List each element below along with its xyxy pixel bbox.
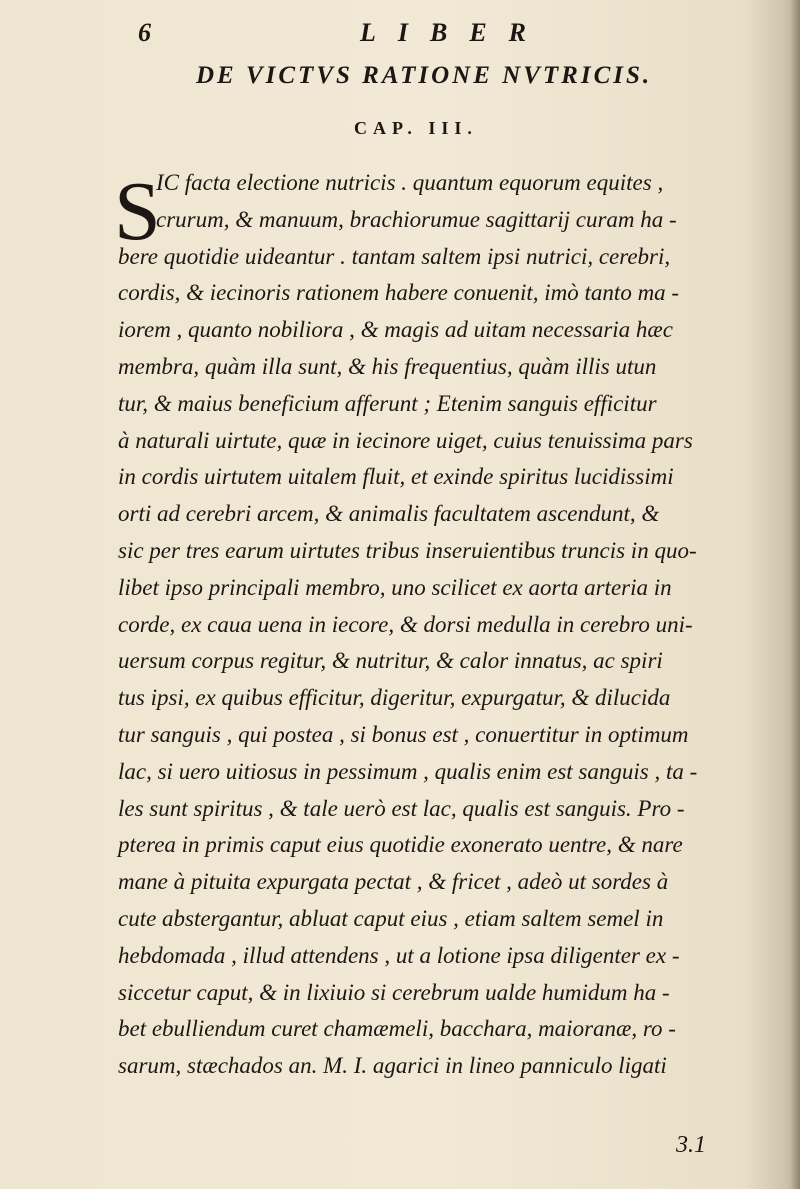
text-line: libet ipso principali membro, uno scilicet ex aorta arteria in bbox=[118, 574, 672, 600]
text-line: iorem , quanto nobiliora , & magis ad uitam necessaria hæc bbox=[118, 317, 673, 343]
text-line: cute abstergantur, abluat caput eius , etiam saltem semel in bbox=[118, 905, 664, 931]
text-line: les sunt spiritus , & tale uerò est lac, qualis est sanguis. Pro - bbox=[118, 795, 685, 821]
text-line: bet ebulliendum curet chamæmeli, bacchara, maioranæ, ro - bbox=[118, 1016, 676, 1042]
text-line: bere quotidie uideantur . tantam saltem ipsi nutrici, cerebri, bbox=[118, 243, 671, 269]
drop-cap: S bbox=[114, 165, 161, 258]
text-line: hebdomada , illud attendens , ut a lotione ipsa diligenter ex - bbox=[118, 942, 680, 968]
text-line: in cordis uirtutem uitalem fluit, et exinde spiritus lucidissimi bbox=[118, 464, 674, 490]
text-line: sic per tres earum uirtutes tribus inseruientibus truncis in quo- bbox=[118, 537, 697, 563]
text-line: uersum corpus regitur, & nutritur, & calor innatus, ac spiri bbox=[118, 648, 663, 674]
catchword: 3.1 bbox=[676, 1132, 706, 1158]
page-number: 6 bbox=[138, 18, 151, 47]
text-line: mane à pituita expurgata pectat , & fricet , adeò ut sordes à bbox=[118, 869, 669, 895]
text-line: corde, ex caua uena in iecore, & dorsi medulla in cerebro uni- bbox=[118, 611, 693, 637]
text-line: tus ipsi, ex quibus efficitur, digeritur, expurgatur, & dilucida bbox=[118, 685, 671, 711]
text-line: tur sanguis , qui postea , si bonus est , conuertitur in optimum bbox=[118, 721, 689, 747]
text-line: siccetur caput, & in lixiuio si cerebrum ualde humidum ha - bbox=[118, 979, 670, 1005]
page-edge-shadow bbox=[790, 0, 800, 1189]
running-head bbox=[0, 18, 800, 58]
text-line: crurum, & manuum, brachiorumue sagittarij curam ha - bbox=[156, 206, 677, 232]
chapter-number: CAP. III. bbox=[354, 118, 478, 138]
text-line: cordis, & iecinoris rationem habere conuenit, imò tanto ma - bbox=[118, 280, 680, 306]
text-line: IC facta electione nutricis . quantum equorum equites , bbox=[156, 170, 664, 195]
body-text bbox=[100, 165, 770, 1085]
running-title: LIBER bbox=[360, 18, 549, 47]
text-line: pterea in primis caput eius quotidie exonerato uentre, & nare bbox=[118, 832, 683, 858]
text-line: orti ad cerebri arcem, & animalis facultatem ascendunt, & bbox=[118, 501, 660, 527]
text-line: tur, & maius beneficium afferunt ; Etenim sanguis efficitur bbox=[118, 390, 657, 416]
text-line: sarum, stæchados an. M. I. agarici in lineo panniculo ligati bbox=[118, 1053, 667, 1079]
text-line: membra, quàm illa sunt, & his frequentius, quàm illis utun bbox=[118, 353, 657, 379]
text-line: à naturali uirtute, quæ in iecinore uiget, cuius tenuissima pars bbox=[118, 427, 693, 453]
chapter-heading: DE VICTVS RATIONE NVTRICIS. bbox=[196, 62, 653, 89]
text-line: lac, si uero uitiosus in pessimum , qualis enim est sanguis , ta - bbox=[118, 758, 698, 784]
